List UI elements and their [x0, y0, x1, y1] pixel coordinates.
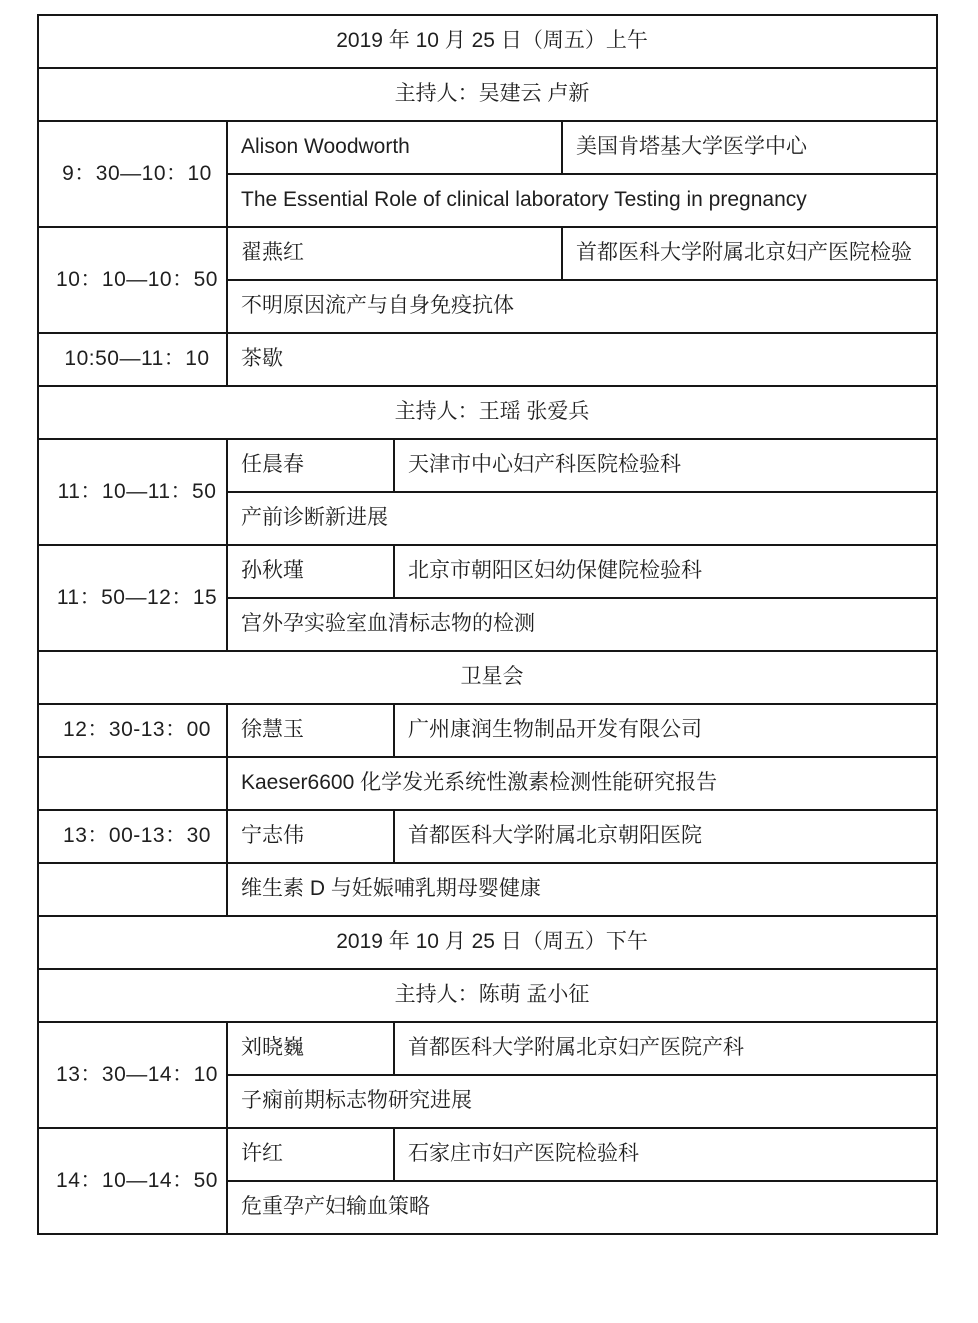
session7-speaker-cell: 刘晓巍 — [227, 1022, 394, 1075]
row-satellite-header — [38, 651, 937, 704]
row-session2-speaker — [38, 227, 937, 280]
session3-speaker-cell: 任晨春 — [227, 439, 394, 492]
row-session4-speaker — [38, 545, 937, 598]
row-moderator-1 — [38, 68, 937, 121]
row-moderator-2 — [38, 386, 937, 439]
break-label-cell: 茶歇 — [227, 333, 937, 386]
session8-org-cell: 石家庄市妇产医院检验科 — [394, 1128, 937, 1181]
row-session7-speaker — [38, 1022, 937, 1075]
session7-title-cell: 子痫前期标志物研究进展 — [227, 1075, 937, 1128]
row-session1-speaker — [38, 121, 937, 174]
break-time-cell: 10:50—11：10 — [38, 333, 227, 386]
session1-org-cell: 美国肯塔基大学医学中心 — [562, 121, 937, 174]
row-session5-title — [38, 757, 937, 810]
afternoon-date-header: 2019 年 10 月 25 日（周五）下午 — [38, 916, 937, 969]
session8-speaker-cell: 许红 — [227, 1128, 394, 1181]
session5-time-cell: 12：30-13：00 — [38, 704, 227, 757]
row-session5-speaker — [38, 704, 937, 757]
session4-title-cell: 宫外孕实验室血清标志物的检测 — [227, 598, 937, 651]
session2-speaker-cell: 翟燕红 — [227, 227, 562, 280]
session3-time-cell: 11：10—11：50 — [38, 439, 227, 545]
session3-org-cell: 天津市中心妇产科医院检验科 — [394, 439, 937, 492]
session2-time-cell: 10：10—10：50 — [38, 227, 227, 333]
row-afternoon-header — [38, 916, 937, 969]
row-morning-header — [38, 15, 937, 68]
moderator-3-cell: 主持人：陈萌 孟小征 — [38, 969, 937, 1022]
session6-time-cell: 13：00-13：30 — [38, 810, 227, 863]
schedule-table-container — [37, 14, 938, 1235]
session1-time-cell: 9：30—10：10 — [38, 121, 227, 227]
row-session6-title — [38, 863, 937, 916]
session5-empty-time-cell — [38, 757, 227, 810]
satellite-header-cell: 卫星会 — [38, 651, 937, 704]
session1-title-cell: The Essential Role of clinical laboratory Testing in pregnancy — [227, 174, 937, 227]
session8-title-cell: 危重孕产妇输血策略 — [227, 1181, 937, 1234]
moderator-2-cell: 主持人：王瑶 张爱兵 — [38, 386, 937, 439]
row-session3-speaker — [38, 439, 937, 492]
session5-title-cell: Kaeser6600 化学发光系统性激素检测性能研究报告 — [227, 757, 937, 810]
session3-title-cell: 产前诊断新进展 — [227, 492, 937, 545]
conference-schedule-table — [37, 14, 938, 1235]
session6-empty-time-cell — [38, 863, 227, 916]
session1-speaker-cell: Alison Woodworth — [227, 121, 562, 174]
session4-speaker-cell: 孙秋瑾 — [227, 545, 394, 598]
session6-title-cell: 维生素 D 与妊娠哺乳期母婴健康 — [227, 863, 937, 916]
session6-speaker-cell: 宁志伟 — [227, 810, 394, 863]
row-session6-speaker — [38, 810, 937, 863]
session6-org-cell: 首都医科大学附属北京朝阳医院 — [394, 810, 937, 863]
session4-time-cell: 11：50—12：15 — [38, 545, 227, 651]
morning-date-header: 2019 年 10 月 25 日（周五）上午 — [38, 15, 937, 68]
session8-time-cell: 14：10—14：50 — [38, 1128, 227, 1234]
row-moderator-3 — [38, 969, 937, 1022]
session7-org-cell: 首都医科大学附属北京妇产医院产科 — [394, 1022, 937, 1075]
row-tea-break — [38, 333, 937, 386]
session5-speaker-cell: 徐慧玉 — [227, 704, 394, 757]
session5-org-cell: 广州康润生物制品开发有限公司 — [394, 704, 937, 757]
session2-org-cell: 首都医科大学附属北京妇产医院检验 — [562, 227, 937, 280]
moderator-1-cell: 主持人：吴建云 卢新 — [38, 68, 937, 121]
session2-title-cell: 不明原因流产与自身免疫抗体 — [227, 280, 937, 333]
session7-time-cell: 13：30—14：10 — [38, 1022, 227, 1128]
row-session8-speaker — [38, 1128, 937, 1181]
session4-org-cell: 北京市朝阳区妇幼保健院检验科 — [394, 545, 937, 598]
